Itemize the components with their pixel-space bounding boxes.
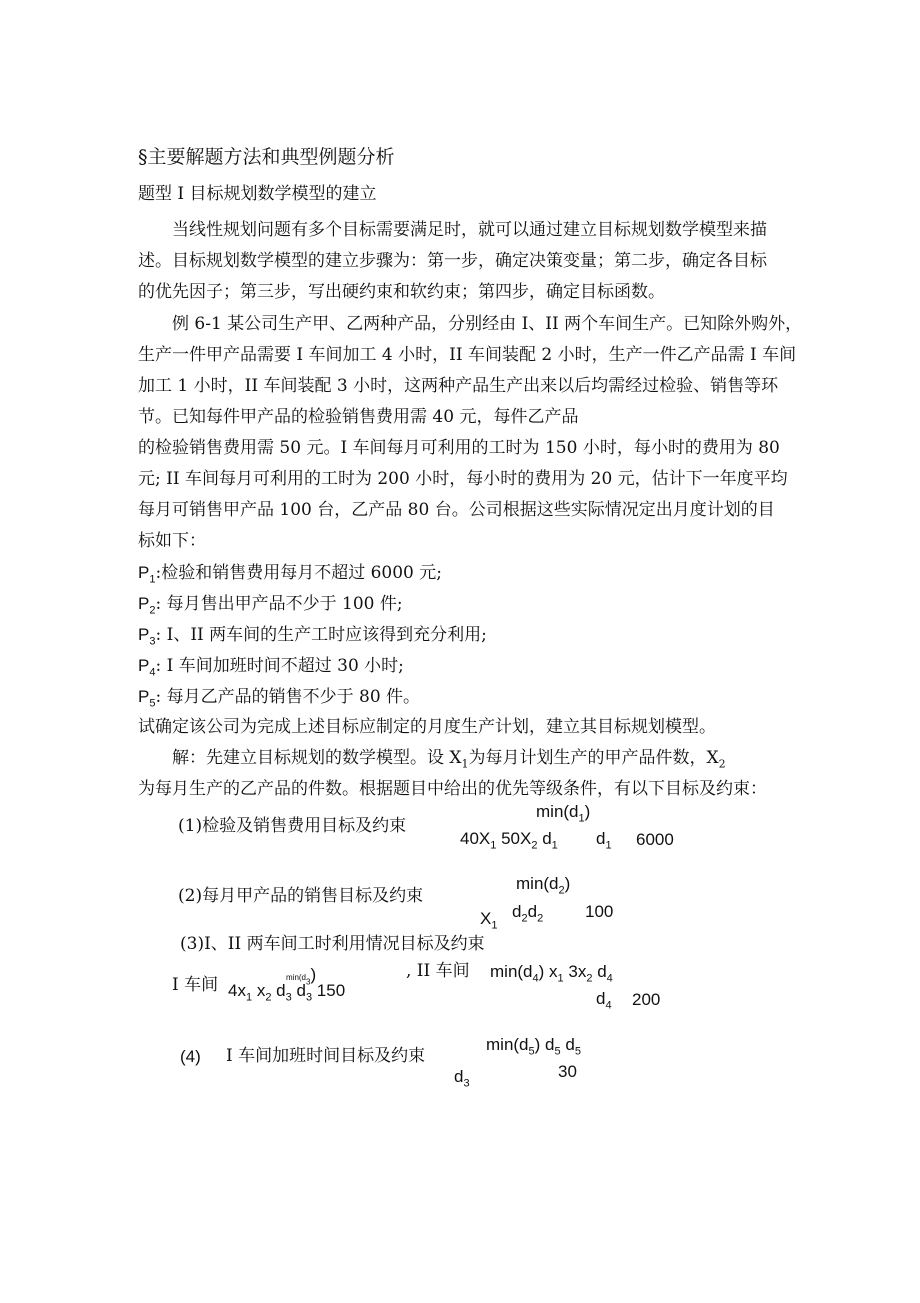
expr-part: 3x <box>563 962 587 981</box>
subscript: 2 <box>558 884 565 897</box>
priority-index: 5 <box>149 697 156 710</box>
example-line: 节。已知每件甲产品的检验销售费用需 40 元，每件乙产品 <box>138 407 579 427</box>
subscript: 5 <box>554 1045 561 1058</box>
example-line: 例 6-1 某公司生产甲、乙两种产品，分别经由 I、II 两个车间生产。已知除外购外， <box>172 314 803 334</box>
priority-index: 4 <box>149 666 156 679</box>
section-heading: §主要解题方法和典型例题分析 <box>138 146 395 168</box>
deviation-var-1 <box>596 830 612 851</box>
subscript: 2 <box>586 972 593 985</box>
expr-part: 40X <box>460 829 491 848</box>
min-text: min(d <box>286 973 307 982</box>
priority-index: 3 <box>149 635 156 648</box>
subscript: 2 <box>718 757 726 771</box>
expr-part: d <box>537 829 552 848</box>
paren: ) <box>564 874 571 893</box>
example-line: 生产一件甲产品需要 I 车间加工 4 小时，II 车间装配 2 小时，生产一件乙产品需 I 车间 <box>138 345 797 365</box>
priority-item <box>138 595 403 616</box>
section-subheading: 题型 I 目标规划数学模型的建立 <box>138 184 377 204</box>
workshop-label-2: , II 车间 <box>406 961 470 981</box>
constraint-expr-3 <box>228 982 345 1003</box>
example-line: 元; II 车间每月可利用的工时为 200 小时，每小时的费用为 20 元，估计下一年度平均 <box>138 469 788 489</box>
item-label-2: (2)每月甲产品的销售目标及约束 <box>178 886 424 906</box>
expr-part: d <box>592 962 607 981</box>
subscript: 1 <box>578 812 585 825</box>
solution-line: 为每月生产的乙产品的件数。根据题目中给出的优先等级条件，有以下目标及约束： <box>138 779 767 799</box>
min-text: min(d <box>536 802 579 821</box>
example-line: 的检验销售费用需 50 元。I 车间每月可利用的工时为 150 小时，每小时的费用为 80 <box>138 438 780 458</box>
priority-index: 1 <box>149 573 156 586</box>
item-label-3: (3)I、II 两车间工时利用情况目标及约束 <box>180 934 485 954</box>
expr-part: x <box>544 962 558 981</box>
objective-min-5 <box>486 1036 581 1057</box>
objective-min-1 <box>536 803 590 824</box>
rhs-2: 100 <box>585 902 614 921</box>
subscript: 1 <box>551 839 558 852</box>
priority-item <box>138 626 487 647</box>
intro-line: 当线性规划问题有多个目标需要满足时，就可以通过建立目标规划数学模型来描 <box>172 220 767 240</box>
subscript: 2 <box>265 991 272 1004</box>
subscript: 2 <box>537 912 544 925</box>
example-line: 标如下： <box>138 531 206 551</box>
priority-symbol: P <box>138 625 150 644</box>
subscript: 1 <box>605 839 612 852</box>
subscript: 1 <box>245 991 253 1004</box>
min-text: min(d <box>486 1035 529 1054</box>
min-text: min(d <box>516 874 559 893</box>
priority-item <box>138 564 442 585</box>
paren: ) <box>534 1035 541 1054</box>
expr-part: d <box>596 989 606 1008</box>
expr-part: d <box>560 1035 575 1054</box>
expr-part: d <box>512 902 522 921</box>
subscript: 4 <box>606 972 613 985</box>
subscript: 5 <box>528 1045 535 1058</box>
priority-symbol: P <box>138 594 150 613</box>
expr-part: d <box>291 981 306 1000</box>
priority-text: :检验和销售费用每月不超过 6000 元; <box>155 563 442 583</box>
expr-part: d <box>454 1067 464 1086</box>
paren: ) <box>538 962 545 981</box>
solution-line <box>172 750 726 769</box>
example-line: 加工 1 小时，II 车间装配 3 小时，这两种产品生产出来以后均需经过检验、销售等环 <box>138 376 779 396</box>
intro-line: 的优先因子；第三步，写出硬约束和软约束；第四步，确定目标函数。 <box>138 282 665 302</box>
expr-part: 50X <box>496 829 532 848</box>
priority-symbol: P <box>138 656 150 675</box>
example-line: 每月可销售甲产品 100 台，乙产品 80 台。公司根据这些实际情况定出月度计划的目 <box>138 500 775 520</box>
expr-part: x <box>252 981 266 1000</box>
item-label-4: I 车间加班时间目标及约束 <box>226 1046 426 1066</box>
paren: ) <box>584 802 591 821</box>
subscript: 5 <box>574 1045 581 1058</box>
constraint-expr-1 <box>460 830 558 851</box>
subscript: 1 <box>557 972 564 985</box>
priority-index: 2 <box>149 604 156 617</box>
priority-symbol: P <box>138 687 150 706</box>
priority-text: : I 车间加班时间不超过 30 小时; <box>155 656 404 676</box>
subscript: 3 <box>285 991 292 1004</box>
rhs-5: 30 <box>558 1062 577 1081</box>
subscript: 1 <box>461 757 469 771</box>
constraint-expr-2 <box>512 903 543 924</box>
min-text: min(d <box>490 962 533 981</box>
expr-part: d <box>271 981 286 1000</box>
expr-part: 4x <box>228 981 246 1000</box>
rhs-1: 6000 <box>636 830 674 849</box>
deviation-var-4 <box>596 990 612 1011</box>
intro-line: 述。目标规划数学模型的建立步骤为：第一步，确定决策变量；第二步，确定各目标 <box>138 251 767 271</box>
priority-text: : 每月售出甲产品不少于 100 件; <box>155 594 403 614</box>
expr-part: d <box>527 902 538 921</box>
rhs-4: 200 <box>632 990 661 1009</box>
workshop-label-1: I 车间 <box>172 975 219 995</box>
expr-part: X <box>480 909 492 928</box>
solution-text: 为每月计划生产的甲产品件数，X <box>468 748 719 768</box>
paren: ) <box>310 965 317 984</box>
item-number-4: (4) <box>180 1047 201 1066</box>
expr-part: 150 <box>312 981 346 1000</box>
subscript: 1 <box>490 839 497 852</box>
subscript: 3 <box>306 977 311 987</box>
expr-part: d <box>540 1035 555 1054</box>
task-statement: 试确定该公司为完成上述目标应制定的月度生产计划，建立其目标规划模型。 <box>138 717 716 737</box>
subscript: 2 <box>531 839 538 852</box>
solution-text: 解：先建立目标规划的数学模型。设 X <box>172 748 462 768</box>
objective-min-4 <box>490 963 613 984</box>
subscript: 3 <box>463 1077 470 1090</box>
priority-text: : I、II 两车间的生产工时应该得到充分利用; <box>155 625 487 645</box>
subscript: 3 <box>305 991 313 1004</box>
priority-text: : 每月乙产品的销售不少于 80 件。 <box>155 687 421 707</box>
decision-var-2 <box>480 910 497 931</box>
objective-min-2 <box>516 875 570 896</box>
priority-item <box>138 688 420 709</box>
deviation-var-3 <box>454 1068 470 1089</box>
item-label-1: (1)检验及销售费用目标及约束 <box>178 816 407 836</box>
subscript: 4 <box>605 999 612 1012</box>
subscript: 2 <box>521 912 528 925</box>
priority-symbol: P <box>138 563 150 582</box>
expr-part: d <box>596 829 606 848</box>
priority-item <box>138 657 404 678</box>
subscript: 1 <box>491 919 498 932</box>
subscript: 4 <box>532 972 539 985</box>
